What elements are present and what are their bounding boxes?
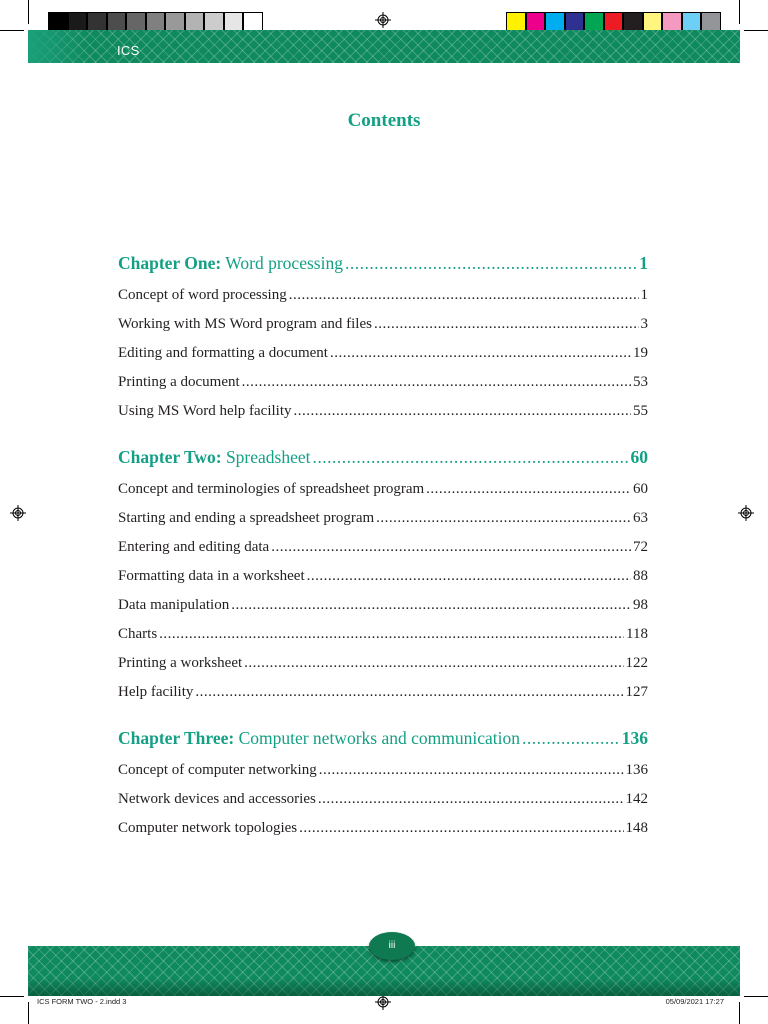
dot-leader bbox=[345, 246, 637, 281]
chapter-page-number: 60 bbox=[630, 447, 648, 467]
color-swatch bbox=[604, 12, 624, 31]
gray-swatch bbox=[87, 12, 107, 31]
registration-mark-icon bbox=[738, 505, 754, 521]
toc-chapter-entry[interactable] bbox=[118, 440, 648, 475]
entry-title: Concept and terminologies of spreadsheet program bbox=[118, 481, 425, 497]
chapter-number: Chapter One: bbox=[118, 253, 222, 273]
toc-entry[interactable] bbox=[118, 620, 648, 649]
toc-entry[interactable] bbox=[118, 397, 648, 426]
color-swatch bbox=[565, 12, 585, 31]
toc-entry[interactable] bbox=[118, 281, 648, 310]
chapter-number: Chapter Three: bbox=[118, 728, 235, 748]
toc-section bbox=[118, 440, 648, 707]
toc-entry[interactable] bbox=[118, 814, 648, 843]
process-color-bar bbox=[506, 12, 721, 31]
crop-mark bbox=[0, 30, 24, 31]
entry-page-number: 118 bbox=[626, 626, 648, 642]
chapter-page-number: 1 bbox=[639, 253, 648, 273]
entry-title: Computer network topologies bbox=[118, 820, 298, 836]
color-swatch bbox=[682, 12, 702, 31]
registration-mark-icon bbox=[10, 505, 26, 521]
toc-entry[interactable] bbox=[118, 339, 648, 368]
gray-swatch bbox=[107, 12, 127, 31]
page-title: Contents bbox=[347, 110, 421, 131]
entry-page-number: 1 bbox=[640, 287, 648, 303]
dot-leader bbox=[374, 310, 639, 339]
gray-swatch bbox=[224, 12, 244, 31]
dot-leader bbox=[271, 533, 631, 562]
dot-leader bbox=[426, 475, 631, 504]
dot-leader bbox=[299, 814, 623, 843]
entry-title: Concept of computer networking bbox=[118, 762, 317, 778]
dot-leader bbox=[319, 756, 624, 785]
color-swatch bbox=[643, 12, 663, 31]
crop-mark bbox=[744, 996, 768, 997]
toc-entry[interactable] bbox=[118, 368, 648, 397]
color-swatch bbox=[545, 12, 565, 31]
toc-entry[interactable] bbox=[118, 678, 648, 707]
entry-page-number: 88 bbox=[633, 568, 648, 584]
dot-leader bbox=[289, 281, 639, 310]
entry-page-number: 148 bbox=[625, 820, 648, 836]
gray-swatch bbox=[243, 12, 263, 31]
chapter-title: Spreadsheet bbox=[225, 447, 311, 467]
entry-title: Using MS Word help facility bbox=[118, 403, 292, 419]
registration-mark-icon bbox=[375, 12, 391, 28]
dot-leader bbox=[522, 721, 620, 756]
entry-title: Concept of word processing bbox=[118, 287, 287, 303]
entry-page-number: 60 bbox=[633, 481, 648, 497]
chapter-page-number: 136 bbox=[621, 728, 648, 748]
gray-swatch bbox=[126, 12, 146, 31]
registration-mark-icon bbox=[375, 994, 391, 1010]
toc-entry[interactable] bbox=[118, 562, 648, 591]
dot-leader bbox=[242, 368, 631, 397]
entry-title: Formatting data in a worksheet bbox=[118, 568, 305, 584]
slug-date-info: 05/09/2021 17:27 bbox=[665, 997, 724, 1006]
entry-title: Data manipulation bbox=[118, 597, 230, 613]
crop-mark bbox=[739, 0, 740, 24]
crop-mark bbox=[28, 0, 29, 24]
dot-leader bbox=[294, 397, 631, 426]
gray-swatch bbox=[165, 12, 185, 31]
entry-page-number: 127 bbox=[625, 684, 648, 700]
dot-leader bbox=[159, 620, 624, 649]
entry-title: Printing a worksheet bbox=[118, 655, 243, 671]
entry-title: Working with MS Word program and files bbox=[118, 316, 372, 332]
crop-mark bbox=[739, 1002, 740, 1024]
toc-entry[interactable] bbox=[118, 310, 648, 339]
toc-entry[interactable] bbox=[118, 591, 648, 620]
table-of-contents bbox=[118, 246, 648, 857]
toc-entry[interactable] bbox=[118, 785, 648, 814]
toc-entry[interactable] bbox=[118, 756, 648, 785]
toc-entry[interactable] bbox=[118, 475, 648, 504]
header-label: ICS bbox=[117, 43, 140, 58]
dot-leader bbox=[330, 339, 631, 368]
entry-page-number: 98 bbox=[633, 597, 648, 613]
chapter-number: Chapter Two: bbox=[118, 447, 222, 467]
entry-title: Editing and formatting a document bbox=[118, 345, 328, 361]
color-swatch bbox=[623, 12, 643, 31]
dot-leader bbox=[195, 678, 623, 707]
entry-page-number: 53 bbox=[633, 374, 648, 390]
toc-section bbox=[118, 721, 648, 843]
chapter-title: Word processing bbox=[225, 253, 343, 273]
dot-leader bbox=[244, 649, 623, 678]
color-swatch bbox=[526, 12, 546, 31]
entry-title: Network devices and accessories bbox=[118, 791, 316, 807]
dot-leader bbox=[313, 440, 629, 475]
entry-page-number: 122 bbox=[625, 655, 648, 671]
toc-entry[interactable] bbox=[118, 649, 648, 678]
entry-page-number: 55 bbox=[633, 403, 648, 419]
toc-chapter-entry[interactable] bbox=[118, 721, 648, 756]
color-swatch bbox=[701, 12, 721, 31]
gray-swatch bbox=[146, 12, 166, 31]
crop-mark bbox=[0, 996, 24, 997]
entry-page-number: 19 bbox=[633, 345, 648, 361]
entry-title: Printing a document bbox=[118, 374, 240, 390]
entry-page-number: 136 bbox=[625, 762, 648, 778]
gray-swatch bbox=[68, 12, 88, 31]
entry-page-number: 63 bbox=[633, 510, 648, 526]
crop-mark bbox=[28, 1002, 29, 1024]
entry-page-number: 3 bbox=[640, 316, 648, 332]
entry-page-number: 142 bbox=[625, 791, 648, 807]
color-swatch bbox=[506, 12, 526, 31]
toc-entry[interactable] bbox=[118, 533, 648, 562]
page-number-badge: iii bbox=[369, 932, 415, 960]
dot-leader bbox=[318, 785, 624, 814]
color-swatch bbox=[662, 12, 682, 31]
grayscale-color-bar bbox=[48, 12, 263, 31]
dot-leader bbox=[307, 562, 631, 591]
toc-chapter-entry[interactable] bbox=[118, 246, 648, 281]
entry-title: Starting and ending a spreadsheet program bbox=[118, 510, 375, 526]
color-swatch bbox=[584, 12, 604, 31]
entry-title: Entering and editing data bbox=[118, 539, 270, 555]
toc-entry[interactable] bbox=[118, 504, 648, 533]
dot-leader bbox=[376, 504, 631, 533]
crop-mark bbox=[744, 30, 768, 31]
entry-title: Help facility bbox=[118, 684, 194, 700]
toc-section bbox=[118, 246, 648, 426]
entry-title: Charts bbox=[118, 626, 158, 642]
dot-leader bbox=[231, 591, 631, 620]
entry-page-number: 72 bbox=[633, 539, 648, 555]
gray-swatch bbox=[48, 12, 68, 31]
gray-swatch bbox=[204, 12, 224, 31]
slug-file-info: ICS FORM TWO - 2.indd 3 bbox=[37, 997, 127, 1006]
chapter-title: Computer networks and communication bbox=[238, 728, 520, 748]
gray-swatch bbox=[185, 12, 205, 31]
